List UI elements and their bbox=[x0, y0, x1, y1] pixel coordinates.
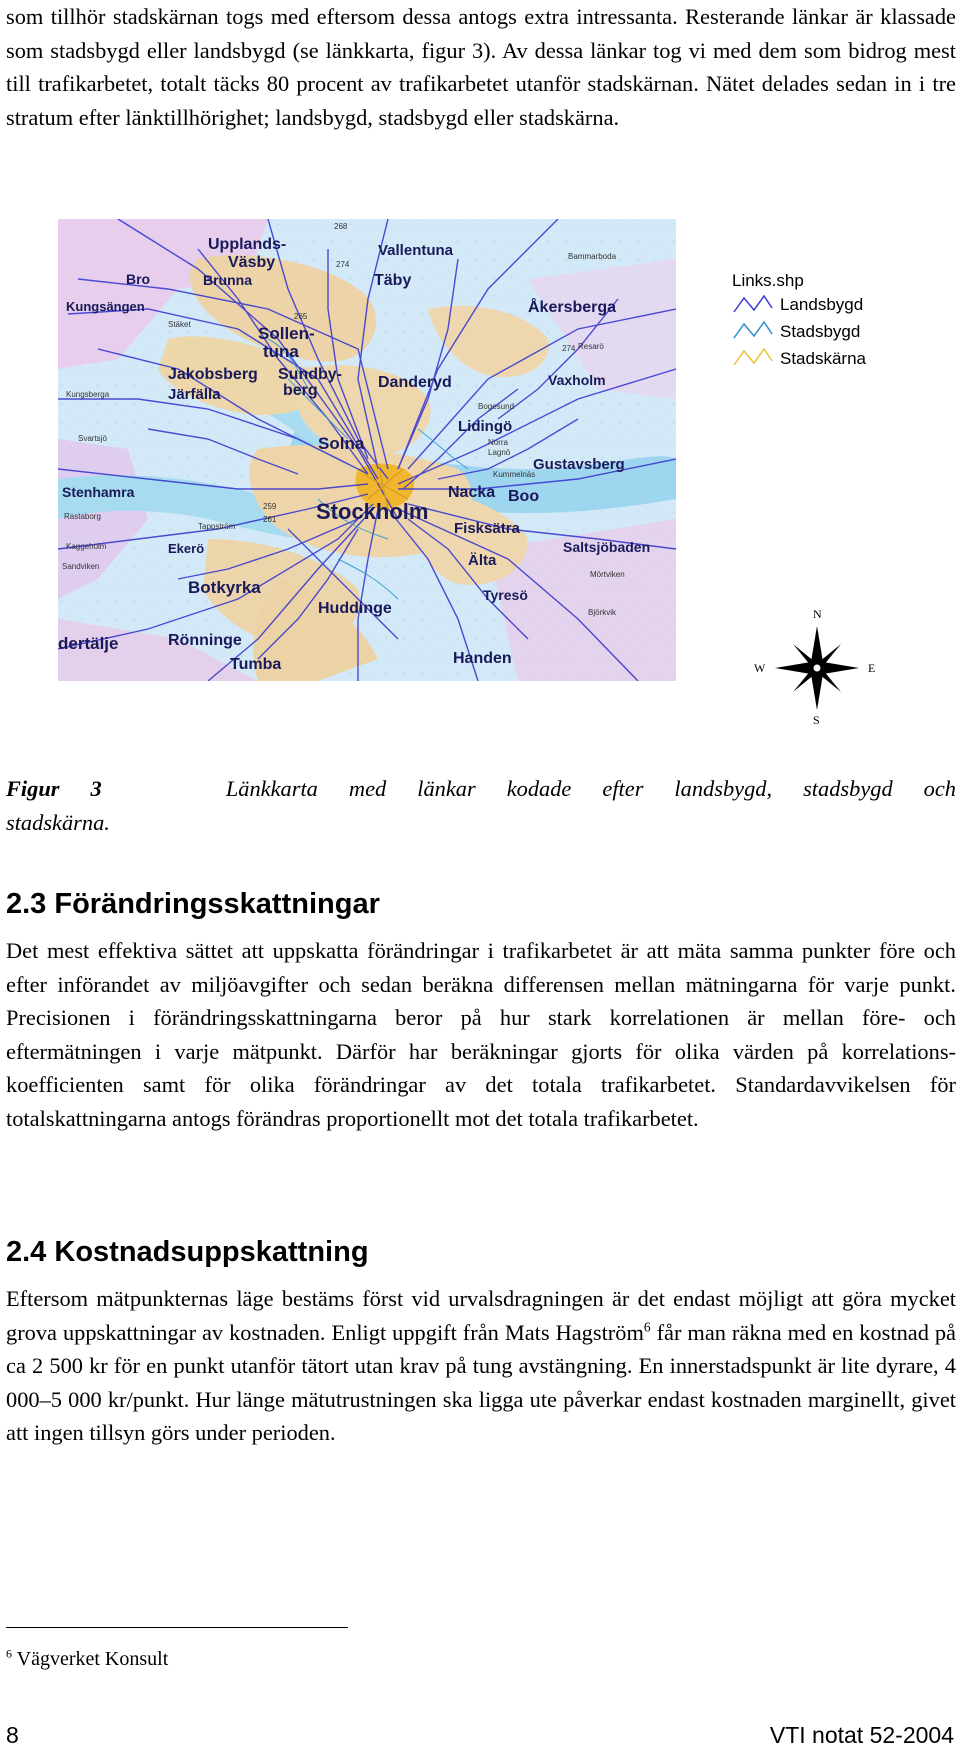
place-label: Bro bbox=[126, 271, 151, 287]
small-place: Lagnö bbox=[488, 448, 511, 457]
place-label: Lidingö bbox=[458, 418, 513, 435]
intro-paragraph: som tillhör stadskärnan togs med eftersom dessa antogs extra intressanta. Resterande länkar är klassade som stadsbygd eller landsbygd (se länkkarta, figur 3). Av dessa länkar tog vi med dem som bidrog mest till trafikarbetet, totalt täcks 80 procent av trafikarbetet utanför stadskärnan. Nätet delades sedan in i tre stratum efter länktillhörighet; landsbygd, stadsbygd eller stadskärna. bbox=[6, 4, 956, 130]
place-label: Rönninge bbox=[168, 632, 242, 649]
figure-caption-continued: stadskärna. bbox=[6, 810, 110, 835]
legend-graphic bbox=[730, 270, 910, 380]
place-label: Tyresö bbox=[483, 587, 528, 603]
link-map bbox=[58, 219, 676, 681]
place-label: Solna bbox=[318, 434, 365, 453]
place-label: Danderyd bbox=[378, 374, 452, 391]
place-label: Älta bbox=[468, 552, 497, 569]
place-label: Järfälla bbox=[168, 386, 221, 403]
place-label: Handen bbox=[453, 650, 512, 667]
road-number: 274 bbox=[336, 260, 350, 269]
place-label: tuna bbox=[263, 342, 299, 361]
legend-label: Stadskärna bbox=[780, 349, 866, 368]
small-place: Rastaborg bbox=[64, 512, 101, 521]
road-number: 274 bbox=[562, 344, 576, 353]
place-label: Huddinge bbox=[318, 600, 392, 617]
legend-swatch-stadsbygd bbox=[734, 322, 772, 338]
small-place: Kaggeholm bbox=[66, 542, 107, 551]
small-place: Björkvik bbox=[588, 608, 617, 617]
small-place: Kummelnäs bbox=[493, 470, 536, 479]
place-label: Stenhamra bbox=[62, 484, 135, 500]
footnote-number: 6 bbox=[6, 1646, 12, 1661]
compass-n: N bbox=[813, 608, 822, 621]
place-label: Stockholm bbox=[316, 499, 429, 524]
legend-label: Landsbygd bbox=[780, 295, 864, 314]
footnote-separator bbox=[6, 1627, 348, 1628]
place-label: berg bbox=[283, 382, 318, 399]
place-label: Nacka bbox=[448, 484, 496, 501]
place-label: Ekerö bbox=[168, 541, 205, 556]
small-place: Sandviken bbox=[62, 562, 100, 571]
footnote-reference[interactable]: 6 bbox=[643, 1319, 651, 1335]
section-heading-2-3: 2.3 Förändringsskattningar bbox=[6, 888, 380, 920]
compass-rose bbox=[752, 608, 882, 726]
place-label: Gustavsberg bbox=[533, 456, 625, 473]
place-label: Fisksätra bbox=[454, 520, 520, 537]
small-place: Tappström bbox=[198, 522, 236, 531]
place-label: Sundby- bbox=[278, 366, 342, 383]
running-footer: VTI notat 52-2004 bbox=[769, 1722, 954, 1748]
small-place: Kungsberga bbox=[66, 390, 110, 399]
legend-title: Links.shp bbox=[732, 271, 804, 290]
small-place: Resarö bbox=[578, 342, 604, 351]
compass-s: S bbox=[813, 713, 820, 726]
map-legend bbox=[730, 270, 910, 380]
footnote-text: Vägverket Konsult bbox=[12, 1648, 169, 1670]
link-map-figure bbox=[58, 219, 676, 681]
section-2-4-text-b: får man räkna med en kostnad på ca 2 500 kr för en punkt utanför tätort utan krav på tung avstängning. En innerstadspunkt är lite dyrare, 4 000–5 000 kr/punkt. Hur länge mätutrustningen ska ligga ute påverkar endast kostnaden marginellt, givet att ingen tillsyn görs under perioden. bbox=[6, 1319, 956, 1445]
small-place: Bammarboda bbox=[568, 252, 617, 261]
place-label: dertälje bbox=[58, 634, 119, 653]
compass-w: W bbox=[754, 661, 766, 675]
place-label: Jakobsberg bbox=[168, 366, 258, 383]
place-label: Upplands- bbox=[208, 236, 287, 253]
place-label: Sollen- bbox=[258, 324, 315, 343]
section-2-3-paragraph: Det mest effektiva sättet att uppskatta förändringar i trafikarbetet är att mäta samma punkter före och efter införandet av miljöavgifter och sedan beräkna differensen mellan mätningarna för varje punkt. Precisionen i förändringsskattningarna beror på hur stark korrelationen är mellan före- och eftermätningen i varje mätpunkt. Därför har beräkningar gjorts för olika värden på korrelationskoefficienten samt för olika förändringar av det totala trafikarbetet. Standardavvikelsen för totalskattningarna antogs förändras proportionellt mot det totala trafikarbetet. bbox=[6, 938, 956, 1131]
place-label: Vallentuna bbox=[378, 242, 454, 259]
place-label: Tumba bbox=[230, 656, 282, 673]
place-label: Boo bbox=[508, 488, 540, 505]
road-number: 261 bbox=[263, 515, 277, 524]
footnote bbox=[6, 1648, 168, 1671]
place-label: Botkyrka bbox=[188, 578, 261, 597]
small-place: Stäket bbox=[168, 320, 191, 329]
section-2-4-paragraph bbox=[6, 1282, 956, 1450]
section-2-4-text-a: Eftersom mätpunkternas läge bestäms först vid urvalsdragningen är det endast möjligt att göra mycket grova uppskattningar av kostnaden. Enligt uppgift från Mats Hagström bbox=[6, 1286, 956, 1345]
place-label: Vaxholm bbox=[548, 372, 606, 388]
legend-swatch-stadskarna bbox=[734, 349, 772, 365]
page-number: 8 bbox=[6, 1722, 19, 1748]
road-number: 268 bbox=[334, 222, 348, 231]
legend-label: Stadsbygd bbox=[780, 322, 861, 341]
small-place: Svartsjö bbox=[78, 434, 107, 443]
section-heading-2-4: 2.4 Kostnadsuppskattning bbox=[6, 1236, 369, 1268]
small-place: Norra bbox=[488, 438, 509, 447]
compass-icon bbox=[752, 608, 882, 726]
figure-caption-label: Figur 3 bbox=[6, 776, 102, 801]
place-label: Kungsängen bbox=[66, 299, 145, 314]
figure-caption bbox=[6, 772, 956, 806]
compass-e: E bbox=[868, 661, 876, 675]
legend-swatch-landsbygd bbox=[734, 296, 772, 312]
place-label: Väsby bbox=[228, 254, 276, 271]
place-label: Saltsjöbaden bbox=[563, 539, 651, 555]
small-place: Mörtviken bbox=[590, 570, 625, 579]
place-label: Åkersberga bbox=[528, 299, 617, 316]
small-place: Bogesund bbox=[478, 402, 515, 411]
road-number: 259 bbox=[263, 502, 277, 511]
figure-caption-text: Länkkarta med länkar kodade efter landsbygd, stadsbygd och bbox=[225, 776, 957, 801]
place-label: Täby bbox=[374, 272, 412, 289]
road-number: 265 bbox=[294, 312, 308, 321]
place-label: Brunna bbox=[203, 272, 252, 288]
